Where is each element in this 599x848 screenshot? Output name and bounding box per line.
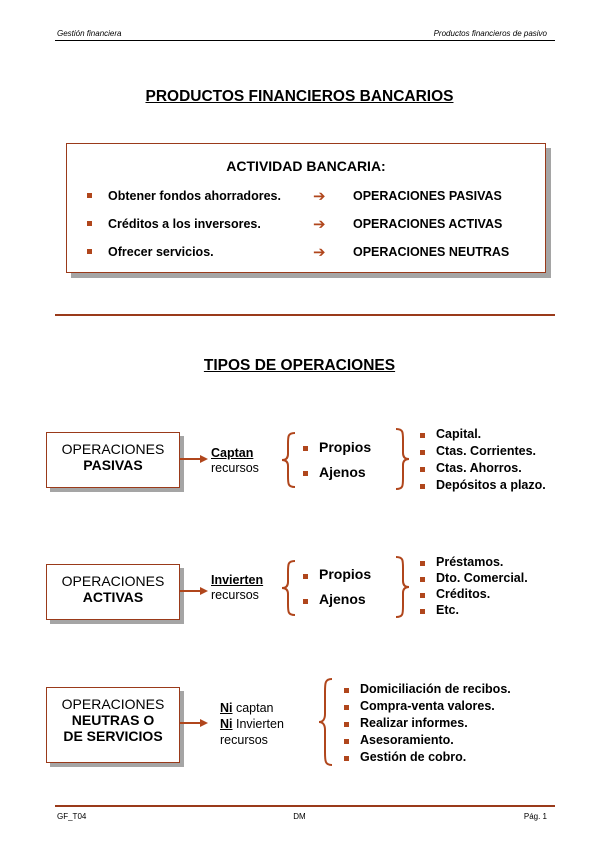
activity-box	[66, 143, 546, 273]
header-right: Productos financieros de pasivo	[433, 29, 547, 38]
neutras-verb	[220, 700, 284, 748]
square-bullet-icon	[420, 561, 425, 566]
left-brace-icon	[281, 432, 297, 488]
neutras-verb-line2	[220, 716, 284, 732]
activity-row	[67, 217, 545, 235]
activas-sub-item: Préstamos.	[436, 555, 504, 569]
arrow-head-icon	[200, 455, 208, 463]
right-brace-icon	[394, 428, 410, 490]
footer-left: GF_T04	[57, 812, 87, 821]
section-divider	[55, 314, 555, 316]
neutras-sub-item: Domiciliación de recibos.	[360, 682, 511, 696]
pasivas-sub-item: Capital.	[436, 427, 482, 441]
pasivas-box	[46, 432, 180, 488]
square-bullet-icon	[87, 221, 92, 226]
activity-operation: OPERACIONES ACTIVAS	[353, 217, 503, 231]
header-rule	[55, 40, 555, 41]
arrow-head-icon	[200, 587, 208, 595]
square-bullet-icon	[420, 577, 425, 582]
activity-function: Ofrecer servicios.	[108, 245, 214, 259]
neutras-arrow	[180, 722, 202, 724]
page-number: Pág. 1	[523, 812, 547, 821]
pasivas-sub-item: Ctas. Ahorros.	[436, 461, 522, 475]
activas-verb	[211, 573, 263, 603]
activity-function: Obtener fondos ahorradores.	[108, 189, 281, 203]
pasivas-verb-object: recursos	[211, 461, 259, 475]
activas-box-line1: OPERACIONES	[61, 573, 165, 589]
activas-sub-item: Dto. Comercial.	[436, 571, 528, 585]
square-bullet-icon	[420, 433, 425, 438]
square-bullet-icon	[303, 446, 308, 451]
square-bullet-icon	[344, 705, 349, 710]
neutras-verb-captan: captan	[232, 701, 274, 715]
neutras-box-line2: NEUTRAS O	[71, 712, 155, 728]
square-bullet-icon	[303, 599, 308, 604]
header-left: Gestión financiera	[57, 29, 122, 38]
activity-function: Créditos a los inversores.	[108, 217, 261, 231]
page-title: PRODUCTOS FINANCIEROS BANCARIOS	[145, 88, 454, 105]
activas-arrow	[180, 590, 202, 592]
activity-operation: OPERACIONES NEUTRAS	[353, 245, 510, 259]
pasivas-sub-item: Depósitos a plazo.	[436, 478, 546, 492]
pasivas-mid-item: Propios	[319, 439, 372, 455]
pasivas-sub-item: Ctas. Corrientes.	[436, 444, 537, 458]
activas-verb-object: recursos	[211, 588, 259, 602]
square-bullet-icon	[344, 739, 349, 744]
right-arrow-icon: ➔	[313, 243, 326, 261]
pasivas-box-line2: PASIVAS	[83, 457, 143, 473]
neutras-box-line3: DE SERVICIOS	[63, 728, 163, 744]
left-brace-icon	[318, 678, 334, 766]
activas-mid-item: Ajenos	[319, 591, 366, 607]
square-bullet-icon	[420, 450, 425, 455]
activas-box	[46, 564, 180, 620]
ni-label: Ni	[220, 717, 233, 731]
ni-label: Ni	[220, 701, 233, 715]
pasivas-arrow	[180, 458, 202, 460]
neutras-sub-item: Compra-venta valores.	[360, 699, 495, 713]
pasivas-verb	[211, 446, 259, 476]
activity-operation: OPERACIONES PASIVAS	[353, 189, 502, 203]
footer-center: DM	[293, 812, 306, 821]
neutras-sub-item: Realizar informes.	[360, 716, 468, 730]
neutras-verb-object: recursos	[220, 733, 268, 747]
neutras-verb-invierten: Invierten	[232, 717, 284, 731]
pasivas-verb-main: Captan	[211, 446, 254, 460]
left-brace-icon	[281, 560, 297, 616]
square-bullet-icon	[303, 471, 308, 476]
neutras-sub-item: Gestión de cobro.	[360, 750, 467, 764]
footer-rule	[55, 805, 555, 807]
pasivas-mid-item: Ajenos	[319, 464, 366, 480]
types-title: TIPOS DE OPERACIONES	[203, 357, 396, 374]
square-bullet-icon	[420, 609, 425, 614]
square-bullet-icon	[87, 249, 92, 254]
activas-mid-item: Propios	[319, 566, 372, 582]
activity-row	[67, 245, 545, 263]
square-bullet-icon	[420, 593, 425, 598]
activity-title: ACTIVIDAD BANCARIA:	[226, 158, 386, 174]
square-bullet-icon	[344, 688, 349, 693]
neutras-box-line1: OPERACIONES	[61, 696, 165, 712]
neutras-box	[46, 687, 180, 763]
activity-row	[67, 189, 545, 207]
neutras-verb-line1	[220, 700, 284, 716]
activas-sub-item: Créditos.	[436, 587, 491, 601]
activas-box-line2: ACTIVAS	[82, 589, 144, 605]
right-arrow-icon: ➔	[313, 187, 326, 205]
activas-sub-item: Etc.	[436, 603, 459, 617]
square-bullet-icon	[420, 484, 425, 489]
arrow-head-icon	[200, 719, 208, 727]
neutras-sub-item: Asesoramiento.	[360, 733, 454, 747]
square-bullet-icon	[344, 722, 349, 727]
square-bullet-icon	[344, 756, 349, 761]
right-brace-icon	[394, 556, 410, 618]
square-bullet-icon	[420, 467, 425, 472]
right-arrow-icon: ➔	[313, 215, 326, 233]
activas-verb-main: Invierten	[211, 573, 264, 587]
pasivas-box-line1: OPERACIONES	[61, 441, 165, 457]
square-bullet-icon	[303, 574, 308, 579]
square-bullet-icon	[87, 193, 92, 198]
